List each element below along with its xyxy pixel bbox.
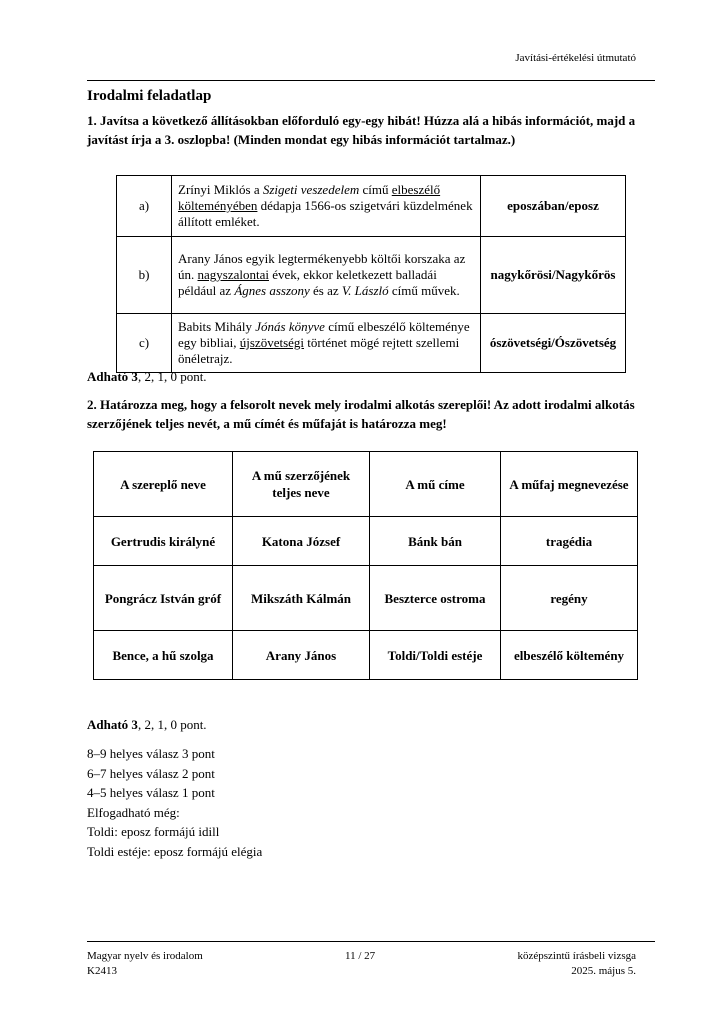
cell: Bence, a hű szolga bbox=[94, 631, 233, 680]
correction: eposzában/eposz bbox=[481, 176, 626, 237]
note-line: 8–9 helyes válasz 3 pont bbox=[87, 746, 215, 761]
task1-table bbox=[116, 175, 626, 373]
row-letter: a) bbox=[117, 176, 172, 237]
cell: Bánk bán bbox=[370, 517, 501, 566]
footer-rule bbox=[87, 941, 655, 942]
task2-points: Adható 3, 2, 1, 0 pont. bbox=[87, 717, 207, 732]
subject-name: Magyar nyelv és irodalom bbox=[87, 950, 203, 962]
exam-code: K2413 bbox=[87, 965, 117, 977]
exam-level: középszintű írásbeli vizsga bbox=[517, 950, 636, 962]
header-rule bbox=[87, 80, 655, 81]
task2-table bbox=[93, 451, 638, 680]
section-title: Irodalmi feladatlap bbox=[87, 88, 212, 104]
header-title: Javítási-értékelési útmutató bbox=[515, 52, 636, 64]
cell: Pongrácz István gróf bbox=[94, 566, 233, 631]
column-header: A mű szerzőjének teljes neve bbox=[233, 452, 370, 517]
note-line: Toldi: eposz formájú idill bbox=[87, 824, 220, 839]
table-header-row bbox=[94, 452, 638, 517]
table-row bbox=[94, 566, 638, 631]
note-line: Elfogadható még: bbox=[87, 804, 180, 820]
cell: regény bbox=[501, 566, 638, 631]
cell: Gertrudis királyné bbox=[94, 517, 233, 566]
error-underline: újszövetségi bbox=[239, 335, 305, 350]
scoring-notes bbox=[87, 744, 262, 861]
cell: Toldi/Toldi estéje bbox=[370, 631, 501, 680]
note-line: 6–7 helyes válasz 2 pont bbox=[87, 765, 215, 781]
table-row bbox=[117, 314, 626, 373]
statement: Zrínyi Miklós a Szigeti veszedelem című elbeszélő költeményében dédapja 1566-os szigetvári küzdelmének állított emléket. bbox=[172, 176, 481, 237]
row-letter: b) bbox=[117, 237, 172, 314]
column-header: A műfaj megnevezése bbox=[501, 452, 638, 517]
task2-prompt: 2. Határozza meg, hogy a felsorolt nevek mely irodalmi alkotás szereplői! Az adott irodalmi alkotás szerzőjének teljes nevét, a mű címét és műfaját is határozza meg! bbox=[87, 397, 635, 431]
cell: Beszterce ostroma bbox=[370, 566, 501, 631]
table-row bbox=[94, 517, 638, 566]
note-line: 4–5 helyes válasz 1 pont bbox=[87, 785, 215, 800]
note-line: Toldi estéje: eposz formájú elégia bbox=[87, 843, 263, 859]
cell: elbeszélő költemény bbox=[501, 631, 638, 680]
cell: Mikszáth Kálmán bbox=[233, 566, 370, 631]
page-number: 11 / 27 bbox=[345, 950, 376, 962]
cell: tragédia bbox=[501, 517, 638, 566]
footer-right bbox=[517, 949, 636, 979]
footer-left bbox=[87, 949, 203, 979]
statement: Arany János egyik legtermékenyebb költői korszaka az ún. nagyszalontai évek, ekkor keletkezett balladái például az Ágnes asszony és az V. László című művek. bbox=[172, 237, 481, 314]
exam-date: 2025. május 5. bbox=[571, 965, 636, 977]
correction: ószövetségi/Ószövetség bbox=[481, 314, 626, 373]
statement: Babits Mihály Jónás könyve című elbeszélő költeménye egy bibliai, újszövetségi történet mögé rejtett szellemi önéletrajz. bbox=[172, 314, 481, 373]
error-underline: nagyszalontai bbox=[197, 267, 269, 282]
table-row bbox=[117, 237, 626, 314]
row-letter: c) bbox=[117, 314, 172, 373]
column-header: A mű címe bbox=[370, 452, 501, 517]
cell: Arany János bbox=[233, 631, 370, 680]
task1-prompt: 1. Javítsa a következő állításokban előforduló egy-egy hibát! Húzza alá a hibás információt, majd a javítást írja a 3. oszlopba! (Minden mondat egy hibás információt tartalmaz.) bbox=[87, 113, 636, 147]
table-row bbox=[117, 176, 626, 237]
error-underline: elbeszélő költeményében bbox=[178, 182, 441, 213]
column-header: A szereplő neve bbox=[94, 452, 233, 517]
table-row bbox=[94, 631, 638, 680]
task1-points: Adható 3, 2, 1, 0 pont. bbox=[87, 369, 207, 384]
cell: Katona József bbox=[233, 517, 370, 566]
correction: nagykőrösi/Nagykőrös bbox=[481, 237, 626, 314]
